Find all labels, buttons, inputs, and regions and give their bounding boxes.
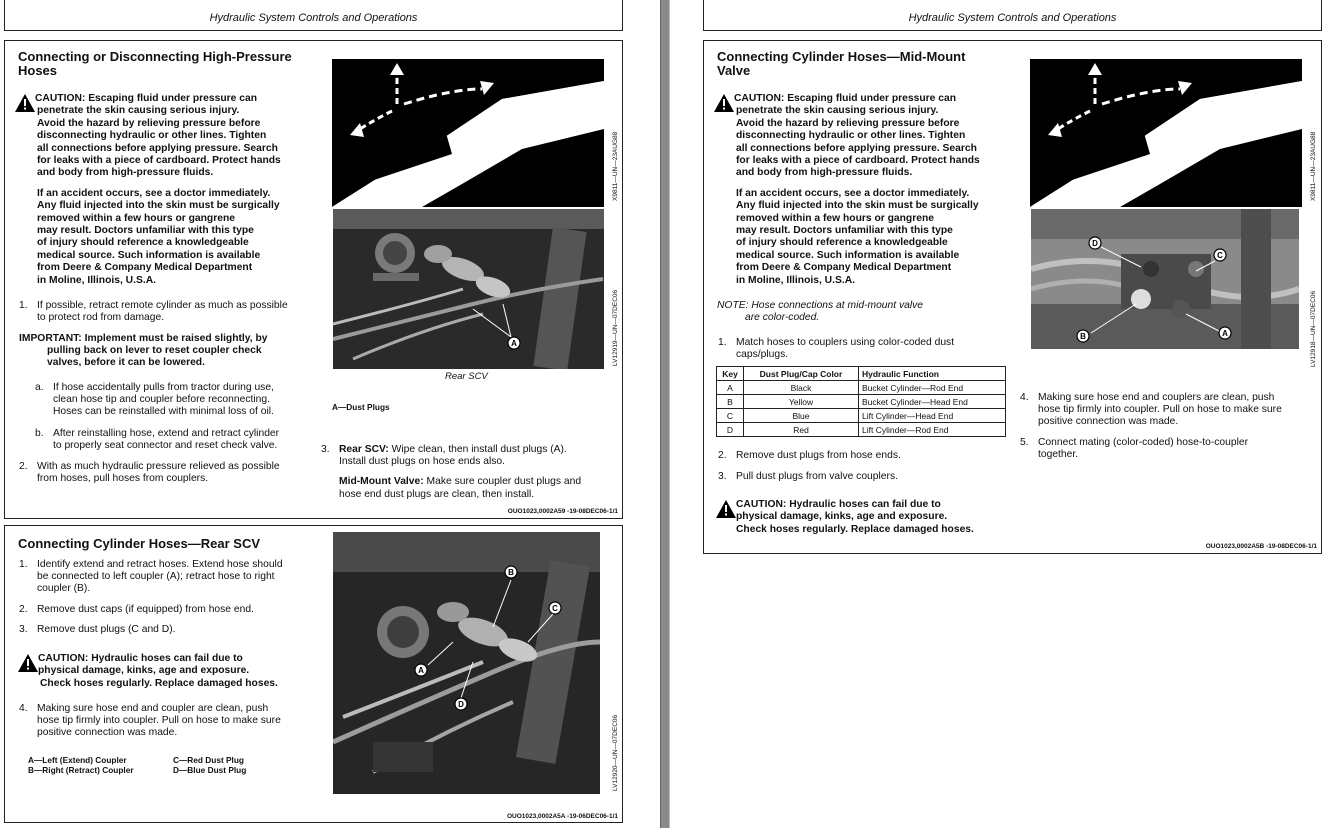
step-line: hose tip firmly into coupler. Pull on hose to make sure <box>37 715 281 727</box>
caution-text-accident <box>37 188 315 287</box>
caution-line: in Moline, Illinois, U.S.A. <box>736 274 855 286</box>
table-row <box>717 395 1006 409</box>
section-title: Connecting Cylinder Hoses—Rear SCV <box>18 536 260 551</box>
caution-line: Any fluid injected into the skin must be surgically <box>37 200 280 212</box>
warning-icon <box>18 654 38 672</box>
caution-text <box>736 499 1016 536</box>
caution-line: from Deere & Company Medical Department <box>37 262 253 274</box>
step-1 <box>19 559 319 596</box>
step-line: Remove dust caps (if equipped) from hose end. <box>37 604 254 615</box>
legend-line: B—Right (Retract) Coupler <box>28 765 134 775</box>
substep-a <box>35 382 325 419</box>
table-header-row <box>717 367 1006 381</box>
caution-line: CAUTION: Escaping fluid under pressure can <box>35 93 257 104</box>
table-cell: Blue <box>744 409 859 423</box>
title-line: Valve <box>717 63 751 78</box>
step-line: to protect rod from damage. <box>37 312 165 324</box>
legend-line: A—Left (Extend) Coupler <box>28 755 127 765</box>
left-page <box>0 0 660 828</box>
title-line: Connecting or Disconnecting High-Pressure <box>18 49 292 64</box>
step-line: If possible, retract remote cylinder as much as possible <box>37 300 288 311</box>
caution-line: all connections before applying pressure. Search <box>37 142 278 154</box>
step-line: positive connection was made. <box>37 727 178 739</box>
page-header: Hydraulic System Controls and Operations <box>703 0 1322 31</box>
table-cell: Bucket Cylinder—Rod End <box>859 381 1006 395</box>
step-line: Match hoses to couplers using color-coded dust <box>736 337 955 348</box>
step-line: After reinstalling hose, extend and retract cylinder <box>53 428 280 439</box>
caution-line: penetrate the skin causing serious injury. <box>37 105 240 117</box>
step-number: 1. <box>19 559 28 570</box>
step-3 <box>321 444 621 501</box>
step-line: hose tip firmly into coupler. Pull on hose to make sure <box>1038 404 1282 416</box>
caution-line: medical source. Such information is available <box>37 249 261 261</box>
caution-line: and body from high-pressure fluids. <box>736 167 913 179</box>
section-rear-scv <box>4 525 623 823</box>
caution-line: Avoid the hazard by relieving pressure before <box>37 117 261 129</box>
step-line: With as much hydraulic pressure relieved as possible <box>37 461 280 472</box>
step-number: 2. <box>718 450 727 461</box>
caution-line: for leaks with a piece of cardboard. Protect hands <box>37 155 281 167</box>
caution-line: Any fluid injected into the skin must be surgically <box>736 200 979 212</box>
step-1 <box>19 300 319 324</box>
step-label: Mid-Mount Valve: <box>339 476 424 488</box>
step-2 <box>19 604 319 616</box>
image-legend-left <box>28 755 134 775</box>
step-number: 3. <box>718 471 727 482</box>
step-line: together. <box>1038 449 1079 461</box>
callout-label: A <box>1222 329 1228 338</box>
step-3 <box>718 471 1018 483</box>
step-number: 3. <box>321 444 330 455</box>
section-mid-mount-valve <box>703 40 1322 554</box>
table-cell: Lift Cylinder—Rod End <box>859 423 1006 437</box>
mid-mount-valve-image <box>1031 209 1299 349</box>
table-cell: Bucket Cylinder—Head End <box>859 395 1006 409</box>
caution-line: Check hoses regularly. Replace damaged hoses. <box>40 677 278 689</box>
caution-line: CAUTION: Hydraulic hoses can fail due to <box>736 499 941 510</box>
table-header: Hydraulic Function <box>859 367 1006 381</box>
step-number: 2. <box>19 604 28 615</box>
page-header: Hydraulic System Controls and Operations <box>4 0 623 31</box>
section-title <box>717 50 965 78</box>
callout-label: C <box>552 604 558 613</box>
table-row <box>717 423 1006 437</box>
footer-reference: OUO1023,0002A59 -19-08DEC06-1/1 <box>507 508 618 515</box>
caution-line: in Moline, Illinois, U.S.A. <box>37 274 156 286</box>
step-line: to properly seat connector and reset check valve. <box>53 440 278 452</box>
warning-icon <box>714 94 734 112</box>
callout-label: A <box>511 339 517 348</box>
step-line: clean hose tip and coupler before reconnecting. <box>53 394 270 406</box>
important-line: IMPORTANT: Implement must be raised slightly, by <box>19 333 268 344</box>
step-line: Wipe clean, then install dust plugs (A). <box>388 444 567 455</box>
caution-line: removed within a few hours or gangrene <box>736 212 934 224</box>
legend-line: C—Red Dust Plug <box>173 755 244 765</box>
caution-line: medical source. Such information is available <box>736 249 960 261</box>
callout-label: B <box>508 568 514 577</box>
table-cell: D <box>717 423 744 437</box>
step-2 <box>718 450 1018 462</box>
caution-line: may result. Doctors unfamiliar with this type <box>37 225 254 237</box>
mid-mount-valve-photo <box>1031 209 1299 349</box>
step-line: from hoses, pull hoses from couplers. <box>37 473 209 485</box>
footer-reference: OUO1023,0002A5A -19-06DEC06-1/1 <box>506 813 618 820</box>
table-cell: C <box>717 409 744 423</box>
step-line: Making sure hose end and couplers are clean, push <box>1038 392 1275 403</box>
step-line: Remove dust plugs (C and D). <box>37 624 176 635</box>
step-1 <box>718 337 1018 361</box>
rear-scv-photo <box>333 209 604 369</box>
important-line: valves, before it can be lowered. <box>47 357 205 369</box>
image-legend-right <box>173 755 246 775</box>
step-number: a. <box>35 382 44 393</box>
step-number: 1. <box>19 300 28 311</box>
caution-line: disconnecting hydraulic or other lines. Tighten <box>736 130 966 142</box>
table-header: Key <box>717 367 744 381</box>
rear-scv-couplers-photo <box>333 532 600 794</box>
page-divider <box>660 0 670 828</box>
step-number: 4. <box>19 703 28 714</box>
step-line: Make sure coupler dust plugs and <box>423 476 582 488</box>
note-line: NOTE: Hose connections at mid-mount valve <box>717 300 924 311</box>
step-line: Making sure hose end and coupler are clean, push <box>37 703 269 714</box>
step-line: Pull dust plugs from valve couplers. <box>736 471 898 482</box>
step-line: Hoses can be reinstalled with minimal loss of oil. <box>53 406 274 418</box>
table-cell: A <box>717 381 744 395</box>
image-legend: A—Dust Plugs <box>332 402 390 412</box>
table-row <box>717 409 1006 423</box>
section-high-pressure-hoses <box>4 40 623 519</box>
caution-block <box>716 499 1016 536</box>
caution-line: CAUTION: Hydraulic hoses can fail due to <box>38 653 243 664</box>
title-line: Connecting Cylinder Hoses—Mid-Mount <box>717 49 966 64</box>
table-cell: Red <box>744 423 859 437</box>
right-page <box>670 0 1335 828</box>
substep-b <box>35 428 325 452</box>
callout-label: B <box>1080 332 1086 341</box>
table-row <box>717 381 1006 395</box>
step-line: caps/plugs. <box>736 349 789 361</box>
table-header: Dust Plug/Cap Color <box>744 367 859 381</box>
caution-line: If an accident occurs, see a doctor immediately. <box>736 187 970 199</box>
caution-line: penetrate the skin causing serious injury. <box>736 105 939 117</box>
caution-block <box>15 93 315 287</box>
caution-line: Avoid the hazard by relieving pressure before <box>736 117 960 129</box>
warning-icon <box>716 500 736 518</box>
rear-scv-couplers-image <box>333 532 600 794</box>
step-number: b. <box>35 428 44 439</box>
step-number: 5. <box>1020 437 1029 448</box>
image-reference: LV12918—UN—07DEC06 <box>1310 290 1317 367</box>
step-number: 3. <box>19 624 28 635</box>
table-cell: Black <box>744 381 859 395</box>
caution-line: from Deere & Company Medical Department <box>736 262 952 274</box>
step-line: Install dust plugs on hose ends also. <box>339 456 506 468</box>
image-reference: X9811—UN—23AUG88 <box>1310 131 1317 201</box>
caution-line: of injury should reference a knowledgeable <box>37 237 249 249</box>
important-line: pulling back on lever to reset coupler check <box>47 345 262 357</box>
caution-line: If an accident occurs, see a doctor immediately. <box>37 187 271 199</box>
image-reference: X9811—UN—23AUG88 <box>612 131 619 201</box>
pressure-hazard-illustration <box>332 59 604 207</box>
step-line: be connected to left coupler (A); retract hose to right <box>37 571 275 583</box>
rear-scv-image <box>333 209 604 369</box>
step-line: Identify extend and retract hoses. Extend hose should <box>37 559 283 570</box>
caution-line: and body from high-pressure fluids. <box>37 167 214 179</box>
caution-line: removed within a few hours or gangrene <box>37 212 235 224</box>
warning-icon <box>15 94 35 112</box>
legend-line: D—Blue Dust Plug <box>173 765 247 775</box>
section-title <box>18 50 292 78</box>
image-reference: LV12920—UN—07DEC06 <box>612 714 619 791</box>
color-code-table <box>716 366 1006 437</box>
image-reference: LV12919—UN—07DEC06 <box>612 289 619 366</box>
caution-line: CAUTION: Escaping fluid under pressure can <box>734 93 956 104</box>
step-line: Connect mating (color-coded) hose-to-coupler <box>1038 437 1249 448</box>
caution-line: physical damage, kinks, age and exposure. <box>38 665 250 677</box>
caution-text <box>734 93 1014 180</box>
note <box>717 300 1017 324</box>
callout-label: D <box>1092 239 1098 248</box>
table-cell: B <box>717 395 744 409</box>
step-4 <box>1020 392 1320 429</box>
table-cell: Yellow <box>744 395 859 409</box>
callout-label: D <box>458 700 464 709</box>
step-label: Rear SCV: <box>339 444 389 455</box>
caution-line: of injury should reference a knowledgeable <box>736 237 948 249</box>
caution-text <box>38 653 318 690</box>
caution-block <box>714 93 1014 287</box>
caution-line: may result. Doctors unfamiliar with this type <box>736 225 953 237</box>
step-number: 1. <box>718 337 727 348</box>
image-caption: Rear SCV <box>445 371 488 382</box>
step-2 <box>19 461 319 485</box>
table-cell: Lift Cylinder—Head End <box>859 409 1006 423</box>
pressure-hazard-illustration <box>1030 59 1302 207</box>
step-line: positive connection was made. <box>1038 416 1179 428</box>
step-line: Remove dust plugs from hose ends. <box>736 450 901 461</box>
step-5 <box>1020 437 1320 461</box>
step-line: hose end dust plugs are clean, then install. <box>339 488 535 500</box>
step-line: If hose accidentally pulls from tractor during use, <box>53 382 274 393</box>
step-4 <box>19 703 319 740</box>
step-line: coupler (B). <box>37 583 91 595</box>
footer-reference: OUO1023,0002A5B -19-08DEC06-1/1 <box>1205 543 1317 550</box>
callout-label: C <box>1217 251 1223 260</box>
caution-line: physical damage, kinks, age and exposure. <box>736 511 948 523</box>
note-line: are color-coded. <box>745 312 820 324</box>
caution-text <box>35 93 315 180</box>
step-number: 4. <box>1020 392 1029 403</box>
step-number: 2. <box>19 461 28 472</box>
caution-line: for leaks with a piece of cardboard. Protect hands <box>736 155 980 167</box>
caution-line: all connections before applying pressure. Search <box>736 142 977 154</box>
important-note <box>19 333 319 370</box>
title-line: Hoses <box>18 63 58 78</box>
caution-text-accident <box>736 188 1014 287</box>
caution-line: disconnecting hydraulic or other lines. Tighten <box>37 130 267 142</box>
step-3 <box>19 624 319 636</box>
caution-line: Check hoses regularly. Replace damaged hoses. <box>736 523 974 535</box>
callout-label: A <box>418 666 424 675</box>
caution-block <box>18 653 318 690</box>
